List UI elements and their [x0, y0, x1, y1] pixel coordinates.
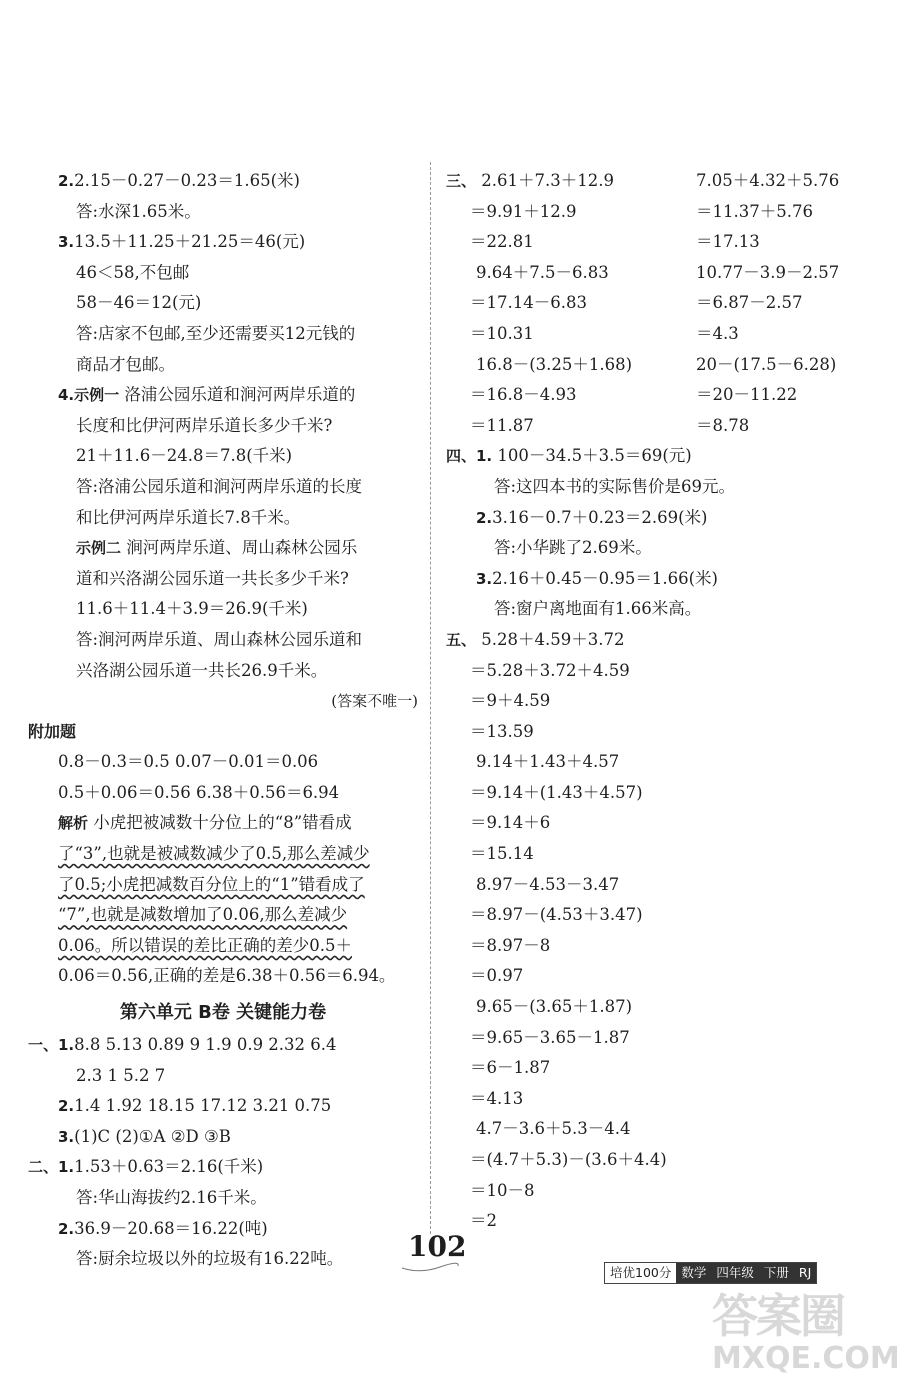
answer-text: 0.8－0.3＝0.5 0.07－0.01＝0.06 [58, 752, 319, 772]
calc-line [446, 1206, 866, 1237]
item-number: 一、1. [28, 1036, 75, 1055]
calc-text-second: 20－(17.5－6.28) [696, 354, 837, 374]
right-column [446, 166, 866, 1237]
item-number: 2. [58, 1097, 75, 1116]
answer-text: 2.15－0.27－0.23＝1.65(米) [74, 171, 300, 190]
column-divider [430, 162, 431, 1234]
watermark-logo [712, 1289, 900, 1386]
item-number: 4. [58, 386, 75, 405]
answer-line [28, 411, 418, 442]
answer-line [28, 441, 418, 472]
answer-text: 1.4 1.92 18.15 17.12 3.21 0.75 [74, 1096, 332, 1116]
answer-line [28, 288, 418, 319]
calc-line [446, 503, 866, 534]
calc-line [446, 808, 866, 839]
answer-text: 了“3”,也就是被减数减少了0.5,那么差减少 [58, 844, 370, 864]
calc-line [446, 533, 866, 564]
book-badge [604, 1262, 817, 1284]
item-number: 二、1. [28, 1158, 75, 1177]
calc-line [446, 1053, 866, 1084]
calc-text: 2.16＋0.45－0.95＝1.66(米) [492, 568, 718, 588]
answer-text: 0.5＋0.06＝0.56 6.38＋0.56＝6.94 [58, 782, 340, 802]
answer-text: 0.06＝0.56,正确的差是6.38＋0.56＝6.94。 [58, 966, 396, 986]
answer-text: 答:水深1.65米。 [76, 201, 201, 221]
answer-line [28, 166, 418, 197]
calc-line [446, 197, 866, 228]
unit-title: 第六单元 B卷 关键能力卷 [119, 1002, 327, 1024]
answer-text: 答:涧河两岸乐道、周山森林公园乐道和 [76, 629, 363, 649]
item-number: 2. [58, 172, 75, 190]
answer-text: 21＋11.6－24.8＝7.8(千米) [76, 446, 293, 466]
answer-text: 答:店家不包邮,至少还需要买12元钱的 [76, 323, 356, 343]
answer-text: 46＜58,不包邮 [76, 262, 190, 282]
calc-text: ＝15.14 [470, 844, 534, 864]
calc-text: 答:窗户离地面有1.66米高。 [494, 599, 702, 619]
item-number: 2. [58, 1219, 75, 1238]
calc-text: 答:这四本书的实际售价是69元。 [494, 476, 736, 496]
calc-line [446, 258, 866, 289]
calc-text: ＝17.14－6.83 [470, 293, 587, 313]
calc-line [446, 839, 866, 870]
calc-line [446, 227, 866, 258]
answer-line [28, 778, 418, 809]
calc-text: ＝9.91＋12.9 [470, 201, 577, 221]
answer-text: 道和兴洛湖公园乐道一共长多少千米? [76, 568, 349, 588]
badge-edition: RJ [794, 1263, 816, 1283]
calc-line [446, 1176, 866, 1207]
calc-line [446, 625, 866, 656]
answer-line [28, 1244, 418, 1275]
calc-text: ＝11.87 [470, 415, 534, 435]
answer-line [28, 1214, 418, 1245]
answer-line [28, 227, 418, 258]
calc-text: 4.7－3.6＋5.3－4.4 [476, 1119, 631, 1139]
badge-volume: 下册 [759, 1263, 794, 1283]
answer-line [28, 503, 418, 534]
calc-line [446, 472, 866, 503]
answer-line [28, 808, 418, 839]
calc-text-second: ＝11.37＋5.76 [696, 201, 813, 221]
calc-text: ＝8.97－8 [470, 935, 551, 955]
calc-line [446, 656, 866, 687]
calc-text: 9.64＋7.5－6.83 [476, 262, 609, 282]
calc-line [446, 931, 866, 962]
calc-text: ＝8.97－(4.53＋3.47) [470, 905, 643, 925]
calc-text: 3.16－0.7＋0.23＝2.69(米) [492, 507, 708, 527]
example-label: 示例二 [76, 539, 122, 558]
calc-text: ＝16.8－4.93 [470, 385, 577, 405]
calc-text-second: ＝4.3 [696, 323, 739, 343]
calc-text: ＝10－8 [470, 1180, 535, 1200]
item-number: 3. [58, 1127, 75, 1146]
calc-line [446, 166, 866, 197]
answer-line [28, 625, 418, 656]
answer-line [28, 870, 418, 901]
calc-line [446, 778, 866, 809]
calc-text: ＝(4.7＋5.3)－(3.6＋4.4) [470, 1150, 667, 1169]
answer-text: 58－46＝12(元) [76, 293, 202, 313]
answer-text: 8.8 5.13 0.89 9 1.9 0.9 2.32 6.4 [74, 1035, 337, 1055]
watermark-url: MXQE.COM [712, 1341, 900, 1376]
calc-line [446, 350, 866, 381]
calc-line [446, 411, 866, 442]
answer-line [28, 900, 418, 931]
answer-text: 了0.5;小虎把减数百分位上的“1”错看成了 [58, 874, 365, 894]
left-column [28, 166, 418, 1275]
answer-line [28, 564, 418, 595]
calc-text: ＝22.81 [470, 232, 534, 252]
answer-text: 兴洛湖公园乐道一共长26.9千米。 [76, 660, 328, 680]
answer-line [28, 1122, 418, 1153]
calc-line [446, 686, 866, 717]
calc-text: 5.28＋4.59＋3.72 [476, 629, 625, 649]
item-number: 3. [58, 233, 75, 252]
calc-text: ＝0.97 [470, 966, 524, 986]
page-number: 102 [408, 1230, 467, 1263]
calc-text-second: ＝20－11.22 [696, 385, 798, 405]
calc-text: 答:小华跳了2.69米。 [494, 538, 652, 558]
calc-text: 2.61＋7.3＋12.9 [476, 171, 614, 190]
answer-text: 11.6＋11.4＋3.9＝26.9(千米) [76, 599, 308, 619]
calc-text: ＝10.31 [470, 323, 534, 343]
answer-text: 答:洛浦公园乐道和涧河两岸乐道的长度 [76, 476, 363, 496]
calc-line [446, 717, 866, 748]
badge-subject: 数学 [676, 1263, 711, 1283]
answer-line [28, 1183, 418, 1214]
page-number-swash [400, 1262, 460, 1274]
answer-text: 长度和比伊河两岸乐道长多少千米? [76, 415, 333, 435]
answer-line [28, 1030, 418, 1061]
answer-text: 答:厨余垃圾以外的垃圾有16.22吨。 [76, 1249, 344, 1269]
answer-text: (1)C (2)①A ②D ③B [74, 1126, 231, 1146]
calc-text: 9.14＋1.43＋4.57 [476, 752, 620, 772]
calc-line [446, 1114, 866, 1145]
answer-line [28, 656, 418, 687]
calc-text-second: 10.77－3.9－2.57 [696, 262, 840, 282]
answer-line [28, 961, 418, 992]
badge-grade: 四年级 [711, 1263, 759, 1283]
answer-text: 13.5＋11.25＋21.25＝46(元) [74, 232, 306, 252]
item-number: 3. [476, 569, 493, 588]
calc-text: ＝13.59 [470, 721, 534, 741]
answer-line [28, 594, 418, 625]
calc-text: 100－34.5＋3.5＝69(元) [492, 446, 692, 466]
calc-text-second: ＝8.78 [696, 415, 750, 435]
answer-text: 涧河两岸乐道、周山森林公园乐 [121, 538, 358, 558]
calc-line [446, 1145, 866, 1176]
calc-line [446, 992, 866, 1023]
calc-text: ＝9.14＋6 [470, 813, 551, 833]
badge-series: 培优100分 [610, 1265, 672, 1280]
answer-text: 洛浦公园乐道和涧河两岸乐道的 [119, 385, 356, 405]
answer-line [28, 1152, 418, 1183]
answer-line [28, 533, 418, 564]
answer-text: 36.9－20.68＝16.22(吨) [74, 1218, 268, 1238]
item-number: 2. [476, 508, 493, 527]
calc-text: ＝2 [470, 1211, 497, 1231]
calc-text: ＝9.14＋(1.43＋4.57) [470, 782, 643, 802]
answer-line [28, 319, 418, 350]
example-label: 示例一 [74, 386, 120, 405]
calc-line [446, 380, 866, 411]
calc-line [446, 319, 866, 350]
answer-text: 答:华山海拔约2.16千米。 [76, 1188, 267, 1207]
section-heading: 附加题 [28, 721, 77, 741]
answer-line [28, 380, 418, 411]
answer-note: (答案不唯一) [331, 692, 418, 711]
calc-line [446, 594, 866, 625]
answer-text: 和比伊河两岸乐道长7.8千米。 [76, 507, 301, 527]
answer-text: “7”,也就是减数增加了0.06,那么差减少 [58, 905, 348, 925]
calc-line [446, 1084, 866, 1115]
calc-text-second: ＝17.13 [696, 232, 760, 252]
item-number: 五、 [446, 630, 477, 649]
answer-text: 商品才包邮。 [76, 354, 175, 374]
calc-text: 9.65－(3.65＋1.87) [476, 997, 633, 1017]
calc-text: ＝5.28＋3.72＋4.59 [470, 660, 630, 680]
answer-line [28, 258, 418, 289]
calc-line [446, 288, 866, 319]
example-label: 解析 [58, 814, 89, 833]
calc-text: ＝4.13 [470, 1088, 524, 1108]
calc-text-second: 7.05＋4.32＋5.76 [696, 171, 840, 190]
calc-line [446, 900, 866, 931]
calc-line [446, 747, 866, 778]
calc-text: 8.97－4.53－3.47 [476, 874, 620, 894]
calc-line [446, 870, 866, 901]
calc-text: ＝9.65－3.65－1.87 [470, 1027, 630, 1047]
calc-line [446, 1023, 866, 1054]
answer-text: 小虎把被减数十分位上的“8”错看成 [88, 813, 352, 833]
answer-line [28, 839, 418, 870]
calc-line [446, 564, 866, 595]
answer-text: 2.3 1 5.2 7 [76, 1065, 166, 1085]
answer-text: 1.53＋0.63＝2.16(千米) [74, 1157, 264, 1177]
answer-line [28, 931, 418, 962]
item-number: 三、 [446, 172, 477, 190]
answer-line [28, 472, 418, 503]
answer-line [28, 197, 418, 228]
answer-text: 0.06。所以错误的差比正确的差少0.5＋ [58, 935, 352, 955]
calc-line [446, 961, 866, 992]
calc-text-second: ＝6.87－2.57 [696, 293, 803, 313]
calc-line [446, 441, 866, 472]
item-number: 四、1. [446, 447, 493, 466]
calc-text: ＝6－1.87 [470, 1058, 551, 1078]
answer-line [28, 1091, 418, 1122]
calc-text: 16.8－(3.25＋1.68) [476, 354, 633, 374]
answer-line [28, 1061, 418, 1092]
calc-text: ＝9＋4.59 [470, 691, 551, 711]
answer-line [28, 350, 418, 381]
answer-line [28, 747, 418, 778]
watermark-text: 答案圈 [712, 1289, 844, 1343]
